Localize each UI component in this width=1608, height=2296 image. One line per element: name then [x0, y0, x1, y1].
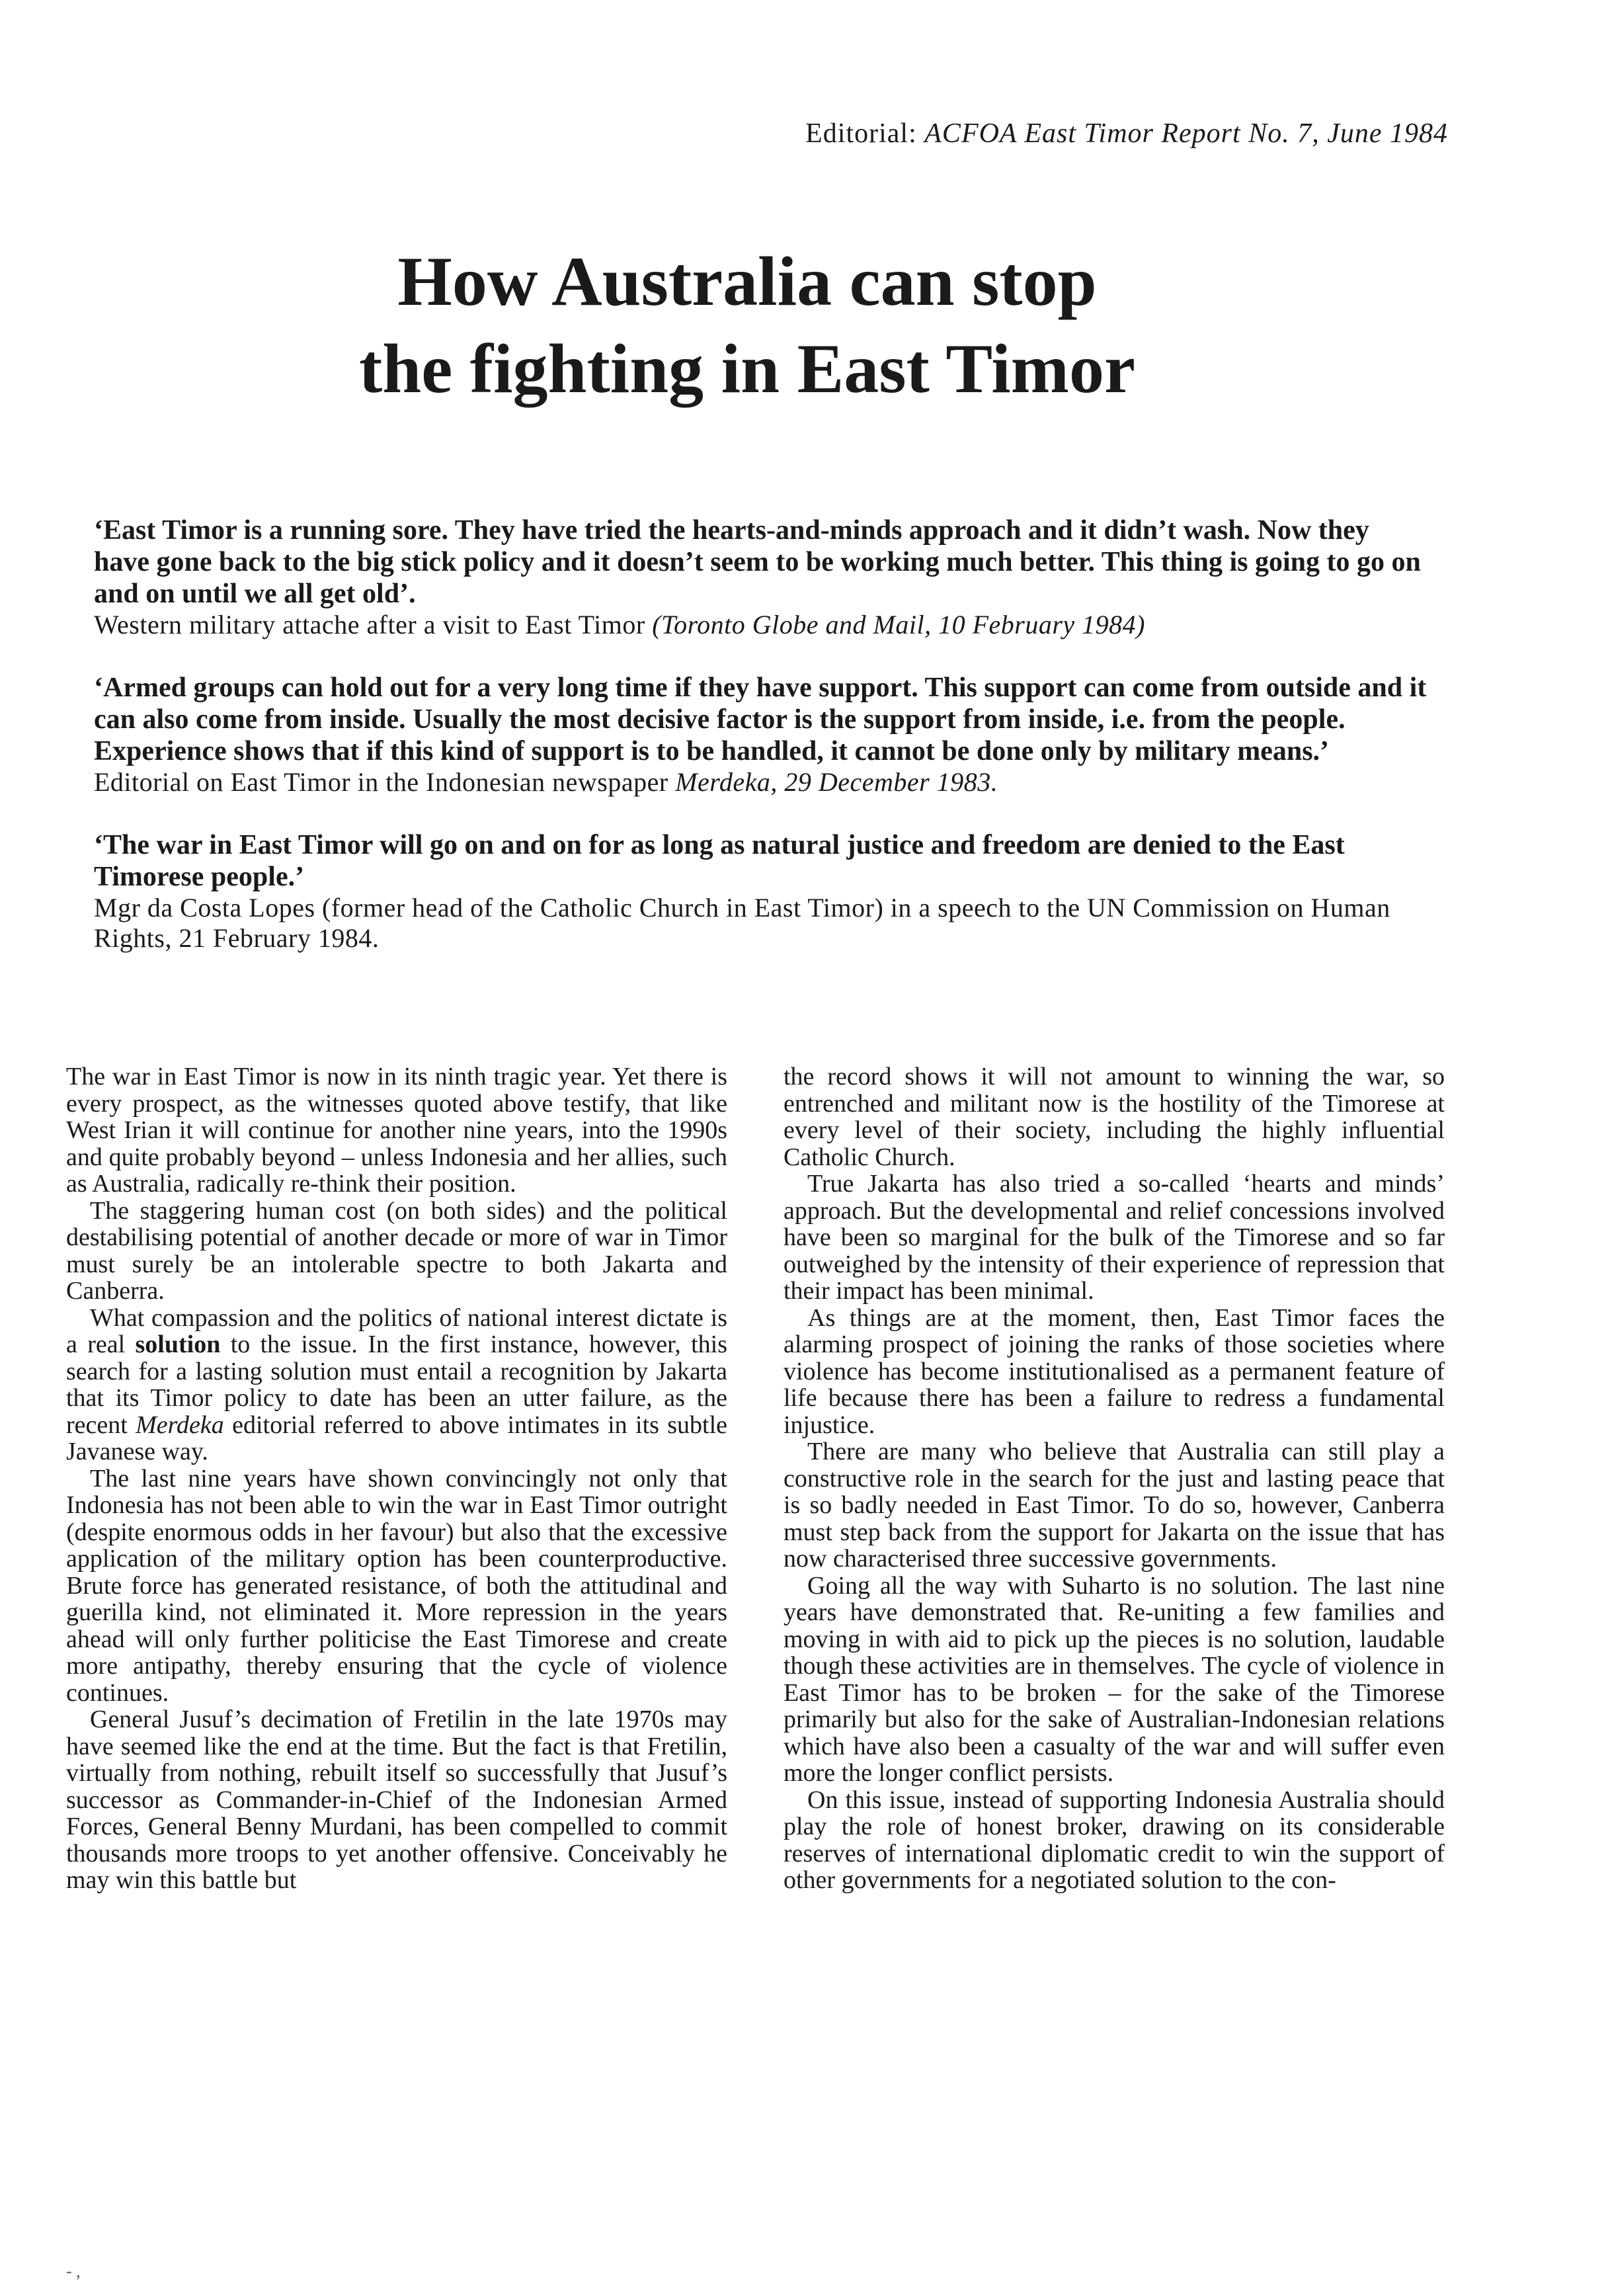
quote-block: [94, 514, 1429, 640]
quote-text: ‘East Timor is a running sore. They have tried the hearts-and-minds approach and it didn’t wash. Now they have gone back to the big stick policy and it doesn’t seem to be working much better. This thing is going to go on and on until we all get old’.: [94, 515, 1421, 609]
paragraph: What compassion and the politics of national interest dictate is a real solution to the issue. In the first instance, however, this search for a lasting solution must entail a recognition by Jakarta that its Timor policy to date has been an utter failure, as the recent Merdeka editorial referred to above intimates in its subtle Javanese way.: [66, 1303, 727, 1465]
header-publication: ACFOA East Timor Report No. 7, June 1984: [924, 118, 1448, 149]
paragraph: True Jakarta has also tried a so-called ‘hearts and minds’ approach. But the developmental and relief concessions involved have been so marginal for the bulk of the Timorese and so far outweighed by the intensity of their experience of repression that their impact has been minimal.: [784, 1170, 1445, 1305]
body-column-left: [66, 1063, 727, 1894]
paragraph: The last nine years have shown convincingly not only that Indonesia has not been able to win the war in East Timor outright (despite enormous odds in her favour) but also that the excessive application of the military option has been counterproductive. Brute force has generated resistance, of both the attitudinal and guerilla kind, not eliminated it. More repression in the years ahead will only further politicise the East Timorese and create more antipathy, thereby ensuring that the cycle of violence continues.: [66, 1464, 727, 1707]
quote-source: Editorial on East Timor in the Indonesian newspaper Merdeka, 29 December 1983.: [94, 767, 998, 797]
title-line-2: the fighting in East Timor: [358, 330, 1136, 407]
quote-block: [94, 829, 1429, 954]
article-title: [251, 238, 1243, 413]
quote-source: Western military attache after a visit to East Timor (Toronto Globe and Mail, 10 February 1984): [94, 610, 1145, 639]
paragraph: the record shows it will not amount to winning the war, so entrenched and militant now is the hostility of the Timorese at every level of their society, including the highly influential Catholic Church.: [784, 1063, 1445, 1171]
epigraph-quotes: [94, 514, 1429, 985]
title-line-1: How Australia can stop: [397, 243, 1097, 320]
running-header: [734, 118, 1448, 149]
paragraph: Going all the way with Suharto is no solution. The last nine years have demonstrated that. Re-uniting a few families and moving in with aid to pick up the pieces is no solution, laudable though these activities are in themselves. The cycle of violence in East Timor has to be broken – for the sake of the Timorese primarily but also for the sake of Australian-Indonesian relations which have also been a casualty of the war and will suffer even more the longer conflict persists.: [784, 1571, 1445, 1787]
paragraph: There are many who believe that Australia can still play a constructive role in the search for the just and lasting peace that is so badly needed in East Timor. To do so, however, Canberra must step back from the support for Jakarta on the issue that has now characterised three successive governments.: [784, 1438, 1445, 1573]
quote-source: Mgr da Costa Lopes (former head of the Catholic Church in East Timor) in a speech to the UN Commission on Human Rights, 21 February 1984.: [94, 893, 1390, 953]
quote-block: [94, 672, 1429, 798]
paragraph: The war in East Timor is now in its ninth tragic year. Yet there is every prospect, as the witnesses quoted above testify, that like West Irian it will continue for another nine years, into the 1990s and quite probably beyond – unless Indonesia and her allies, such as Australia, radically re-think their position.: [66, 1063, 727, 1198]
paragraph: On this issue, instead of supporting Indonesia Australia should play the role of honest broker, drawing on its considerable reserves of international diplomatic credit to win the support of other governments for a negotiated solution to the con-: [784, 1785, 1445, 1894]
header-prefix: Editorial:: [805, 118, 925, 149]
quote-text: ‘The war in East Timor will go on and on for as long as natural justice and freedom are denied to the East Timorese people.’: [94, 830, 1345, 892]
paragraph: The staggering human cost (on both sides) and the political destabilising potential of another decade or more of war in Timor must surely be an intolerable spectre to both Jakarta and Canberra.: [66, 1196, 727, 1305]
paragraph: As things are at the moment, then, East Timor faces the alarming prospect of joining the ranks of those societies where violence has become institutionalised as a permanent feature of life because there has been a failure to redress a fundamental injustice.: [784, 1303, 1445, 1439]
page-mark: - ,: [66, 2262, 81, 2281]
quote-text: ‘Armed groups can hold out for a very long time if they have support. This support can come from outside and it can also come from inside. Usually the most decisive factor is the support from inside, i.e. from the people. Experience shows that if this kind of support is to be handled, it cannot be done only by military means.’: [94, 673, 1427, 766]
paragraph: General Jusuf’s decimation of Fretilin in the late 1970s may have seemed like the end at the time. But the fact is that Fretilin, virtually from nothing, rebuilt itself so successfully that Jusuf’s successor as Commander-in-Chief of the Indonesian Armed Forces, General Benny Murdani, has been compelled to commit thousands more troops to yet another offensive. Conceivably he may win this battle but: [66, 1705, 727, 1894]
body-column-right: [784, 1063, 1445, 1894]
